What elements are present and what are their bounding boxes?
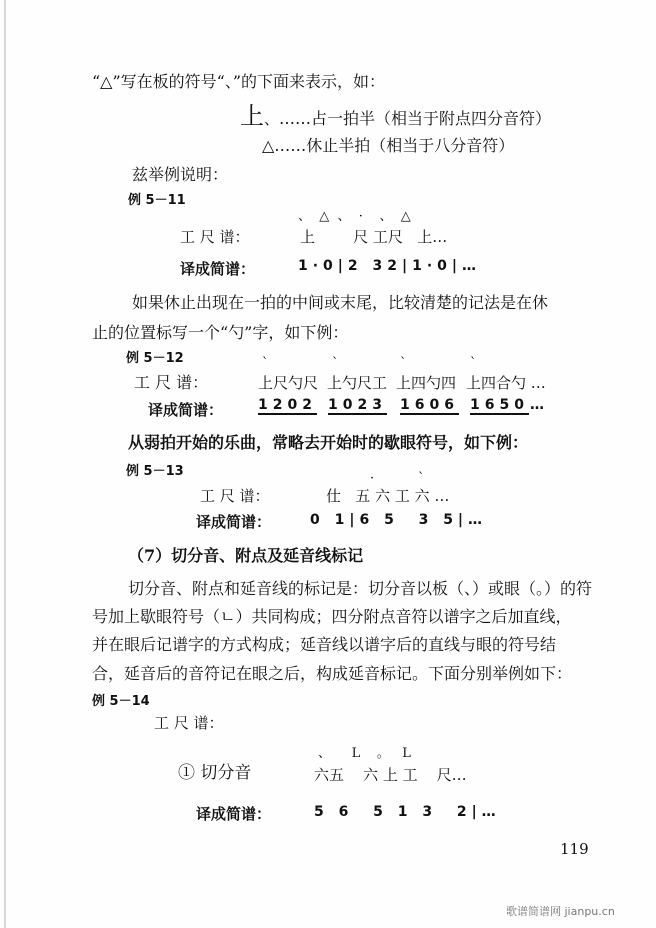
example-5-14-marks: 、 L 。 L — [318, 746, 411, 761]
example-5-11-label: 例 5－11 — [128, 193, 186, 208]
example-5-14-label: 例 5－14 — [92, 694, 150, 709]
example-5-12-jianpu-label: 译成简谱： — [148, 401, 224, 419]
example-5-12-gongche-group: 上四合勺 … — [466, 374, 546, 392]
definition-1-mark: 、 — [264, 110, 280, 128]
example-5-13-jianpu: 0 1|6 5 3 5|… — [310, 512, 488, 528]
page-gutter-shadow — [4, 0, 6, 928]
definition-1 — [240, 96, 551, 131]
section-7-line-3: 并在眼后记谱字的方式构成；延音线以谱字后的直线与眼的符号结 — [92, 635, 557, 654]
example-5-12-jianpu-group: 1202 — [258, 397, 317, 413]
example-5-12-gongche-group: 上尺勺尺 — [258, 374, 319, 392]
section-7-line-1: 切分音、附点和延音线的标记是：切分音以板（、）或眼（。）的符 — [128, 579, 593, 598]
example-5-12-jianpu-ellipsis: … — [530, 397, 549, 413]
example-5-11-gongche-label: 工 尺 谱： — [180, 228, 250, 246]
section-7-line-2: 号加上歇眼符号（ㄴ）共同构成；四分附点音符以谱字之后加直线， — [92, 607, 572, 626]
example-5-14-item-title: ① 切分音 — [178, 763, 252, 783]
example-5-13-tick: ˋ — [418, 471, 425, 486]
paragraph-1-line-2: 止的位置标写一个“勺”字，如下例： — [92, 323, 349, 342]
example-5-12-jianpu-group: 1606 — [400, 397, 459, 413]
intro-line: “△”写在板的符号“、”的下面来表示，如： — [92, 72, 386, 91]
example-5-12-label: 例 5－12 — [126, 351, 184, 366]
page-number: 119 — [560, 840, 589, 858]
example-5-14-gongche-label: 工 尺 谱： — [154, 714, 224, 732]
example-5-13-gongche: 仕 五 六 工 六 … — [326, 487, 450, 505]
definition-2: △……休止半拍（相当于八分音符） — [262, 136, 515, 155]
definition-1-text: ……占一拍半（相当于附点四分音符） — [279, 109, 552, 128]
example-5-12-tick: ˋ — [470, 356, 477, 371]
watermark: 歌谱简谱网 jianpu.cn — [506, 905, 615, 918]
paragraph-2: 从弱拍开始的乐曲，常略去开始时的歇眼符号，如下例： — [128, 433, 529, 452]
example-5-12-gongche-group: 上四勺四 — [396, 374, 457, 392]
example-5-12-jianpu-group: 1023 — [328, 397, 387, 413]
example-5-12-tick: ˋ — [332, 356, 339, 371]
example-5-11-marks: 、 △ 、 · 、 △ — [298, 209, 411, 224]
example-5-13-label: 例 5－13 — [126, 464, 184, 479]
example-5-14-jianpu: 5 6 5 1 3 2|… — [314, 804, 501, 820]
example-5-12-gongche-group: 上勺尺工 — [327, 374, 388, 392]
section-7-heading: （7）切分音、附点及延音线标记 — [128, 546, 364, 565]
example-5-12-gongche-label: 工 尺 谱： — [134, 373, 209, 392]
example-5-12-tick: ˋ — [400, 356, 407, 371]
example-5-11-jianpu: 1·0|2 32|1·0|… — [298, 258, 482, 274]
example-5-13-gongche-label: 工 尺 谱： — [200, 487, 270, 505]
paragraph-1-line-1: 如果休止出现在一拍的中间或末尾，比较清楚的记法是在休 — [132, 293, 549, 312]
section-7-line-4: 合，延音后的音符记在眼之后，构成延音标记。下面分别举例如下： — [92, 664, 573, 683]
example-5-14-jianpu-label: 译成简谱： — [196, 805, 272, 823]
example-5-14-gongche: 六五 六 上 工 尺… — [314, 766, 467, 784]
example-5-12-jianpu-group: 1650 — [470, 397, 529, 413]
definition-1-symbol: 上 — [240, 102, 264, 130]
examples-lead: 兹举例说明： — [132, 165, 229, 184]
example-5-11-gongche: 上 尺 工尺 上… — [300, 228, 448, 246]
example-5-13-jianpu-label: 译成简谱： — [196, 513, 272, 531]
example-5-11-jianpu-label: 译成简谱： — [180, 260, 256, 278]
example-5-12-tick: ˋ — [262, 356, 269, 371]
example-5-13-dot: · — [370, 471, 375, 486]
